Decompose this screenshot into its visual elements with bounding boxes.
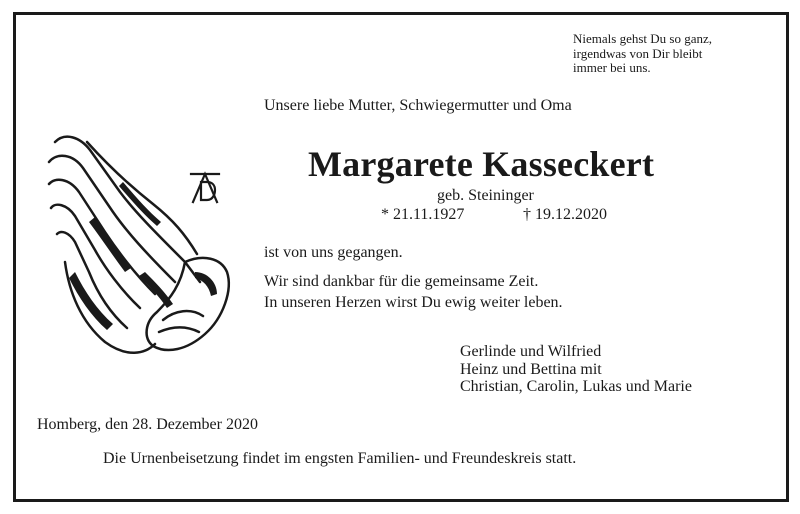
message bbox=[264, 271, 563, 313]
intro-text: Unsere liebe Mutter, Schwiegermutter und Oma bbox=[264, 97, 572, 114]
quote bbox=[573, 32, 712, 76]
passed-text: ist von uns gegangen. bbox=[264, 244, 403, 261]
burial-notice: Die Urnenbeisetzung findet im engsten Familien- und Freundeskreis statt. bbox=[103, 450, 577, 467]
place-date: Homberg, den 28. Dezember 2020 bbox=[37, 416, 258, 433]
family-line: Gerlinde und Wilfried bbox=[460, 343, 602, 360]
family-line: Heinz und Bettina mit bbox=[460, 360, 602, 378]
birth-date: * 21.11.1927 bbox=[381, 206, 465, 223]
quote-line: immer bei uns. bbox=[573, 60, 651, 75]
family-line: Christian, Carolin, Lukas und Marie bbox=[460, 378, 692, 395]
praying-hands-icon bbox=[35, 122, 235, 382]
quote-line: Niemals gehst Du so ganz, bbox=[573, 31, 713, 46]
message-line: Wir sind dankbar für die gemeinsame Zeit. bbox=[264, 273, 539, 290]
deceased-name: Margarete Kasseckert bbox=[308, 144, 655, 184]
death-date: † 19.12.2020 bbox=[523, 206, 607, 223]
quote-line: irgendwas von Dir bleibt bbox=[573, 45, 703, 61]
message-line: In unseren Herzen wirst Du ewig weiter leben. bbox=[264, 294, 563, 311]
duerer-monogram-icon bbox=[185, 168, 225, 208]
family-signatures bbox=[460, 343, 692, 396]
birth-name: geb. Steininger bbox=[437, 187, 534, 204]
